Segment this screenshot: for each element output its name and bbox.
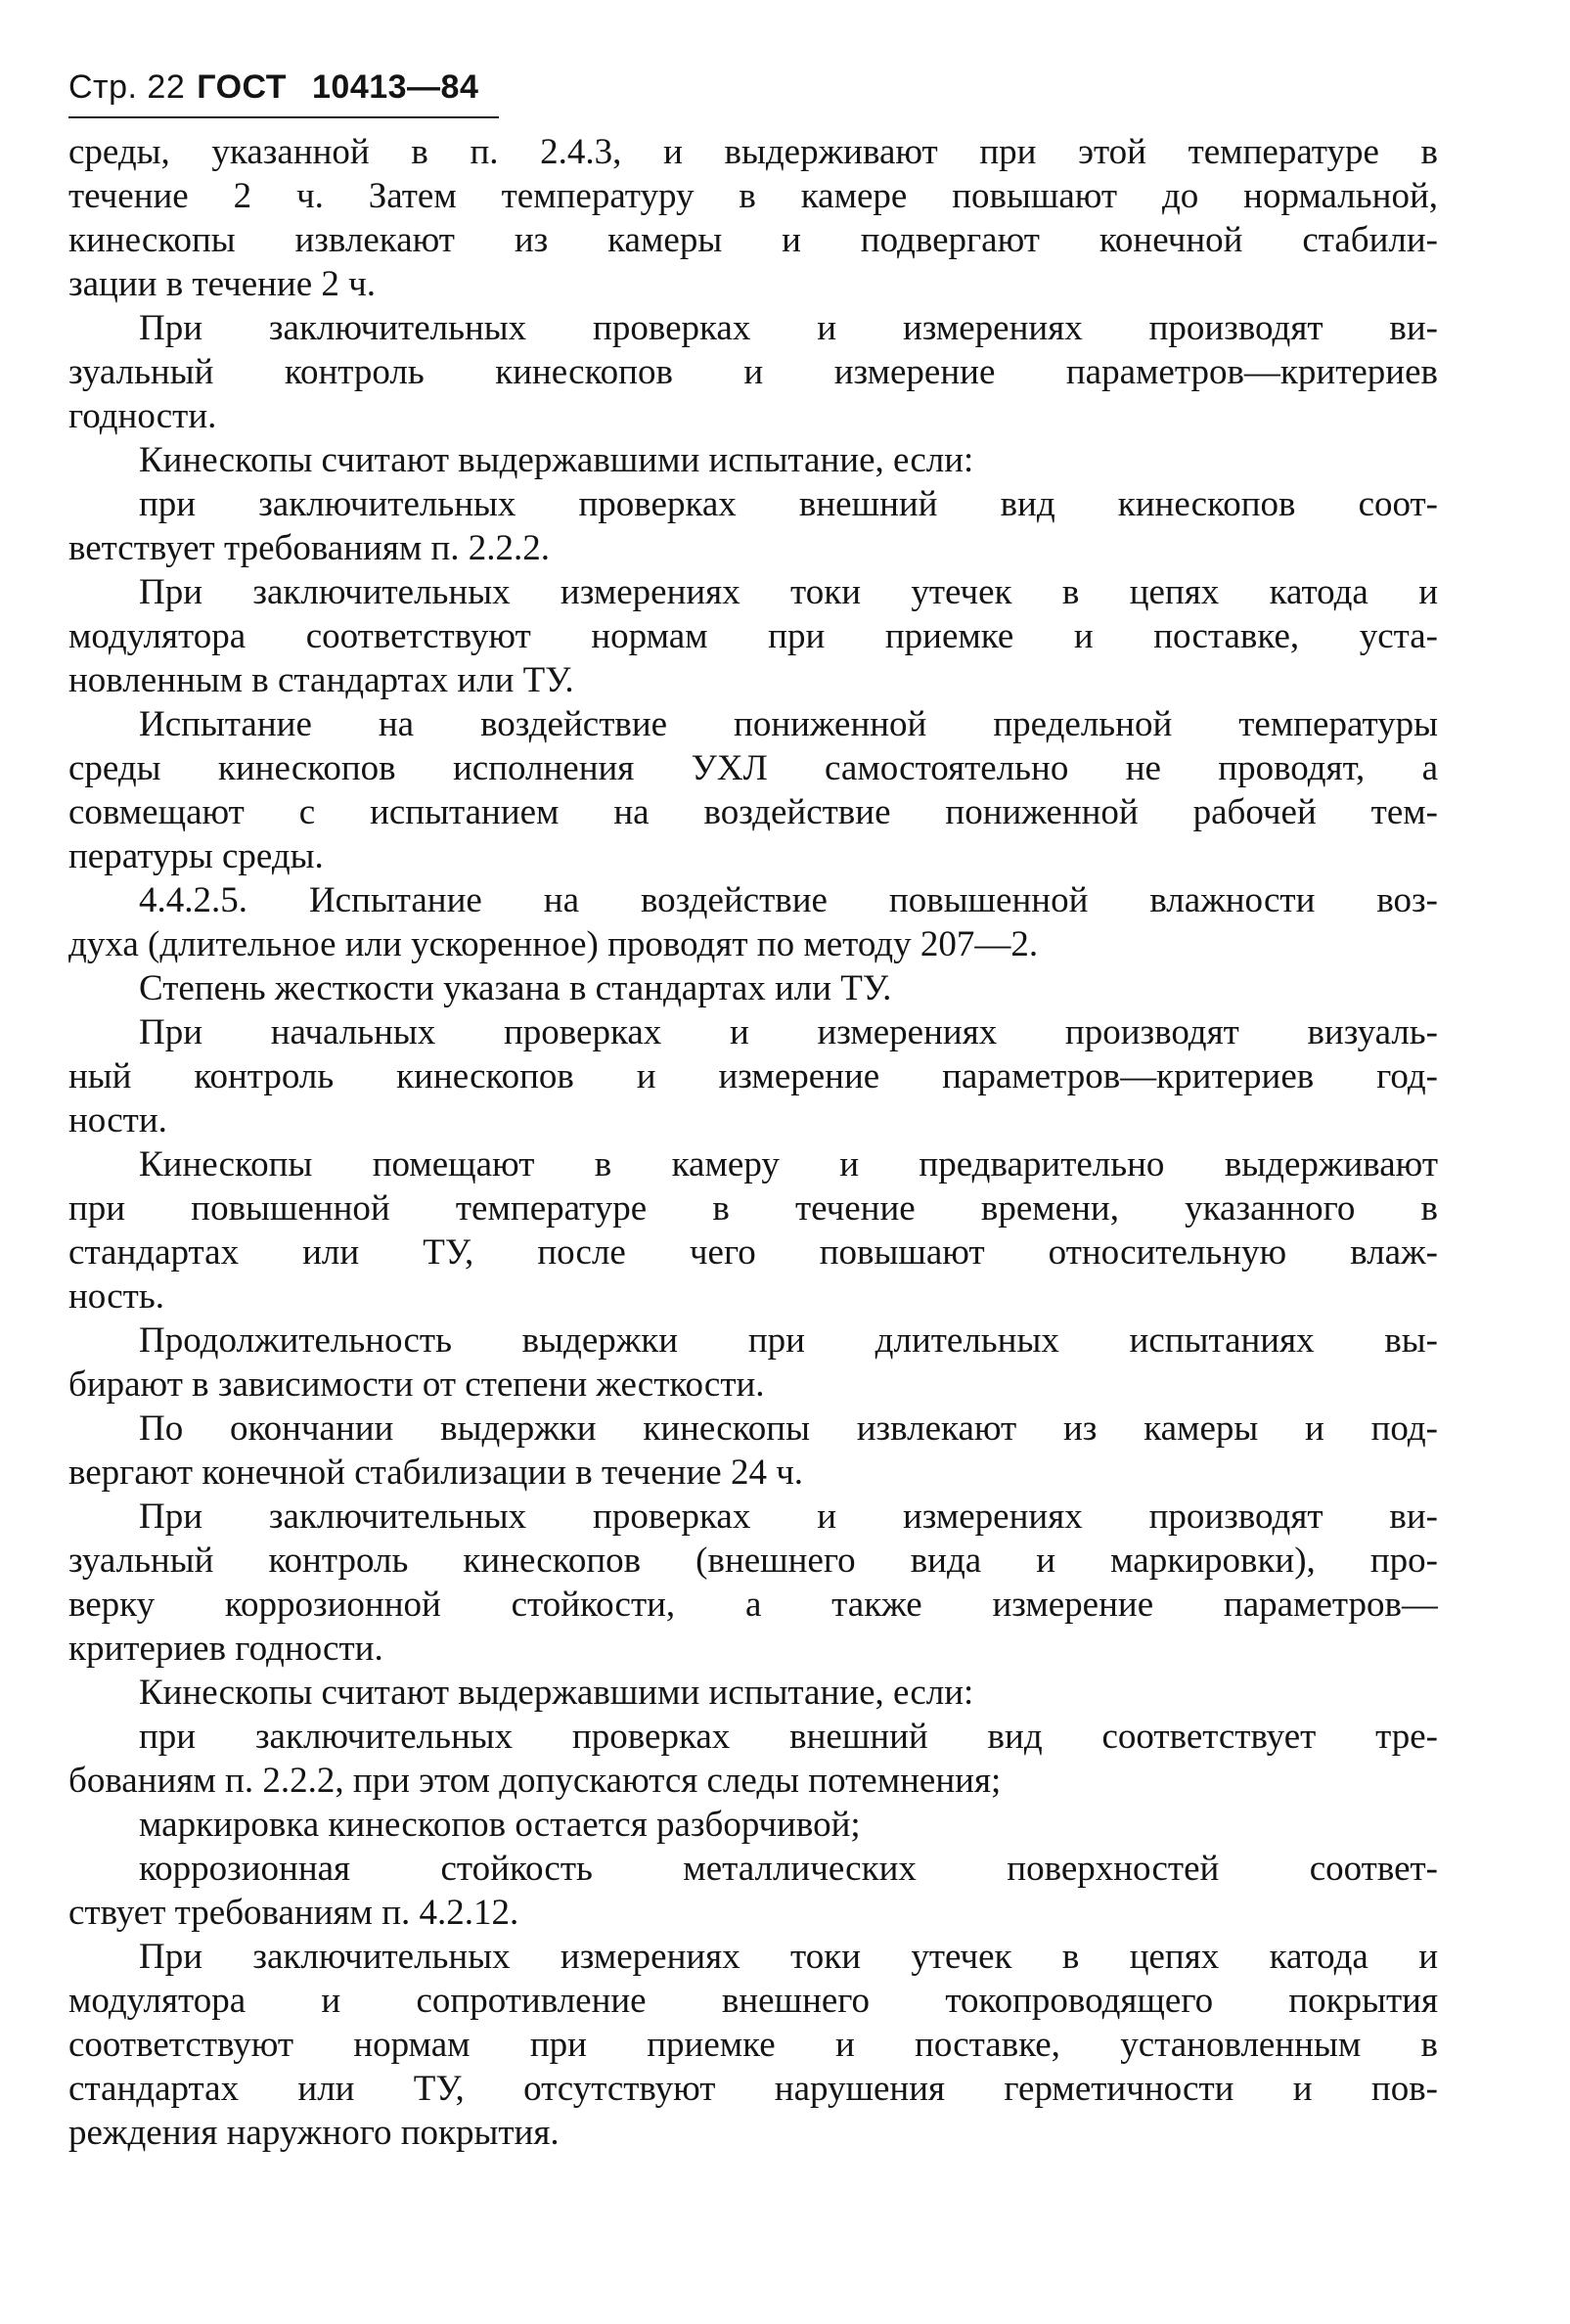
text-line: ности. bbox=[68, 1100, 167, 1140]
standard-label: ГОСТ bbox=[197, 68, 287, 106]
text-line: Степень жесткости указана в стандартах или ТУ. bbox=[139, 968, 892, 1008]
text-line: новленным в стандартах или ТУ. bbox=[68, 660, 574, 700]
text-line: совмещают с испытанием на воздействие пониженной рабочей тем- bbox=[68, 792, 1438, 832]
text-line: вергают конечной стабилизации в течение 24 ч. bbox=[68, 1452, 804, 1493]
text-line: При заключительных измерениях токи утечек в цепях катода и bbox=[139, 572, 1438, 612]
text-line: Продолжительность выдержки при длительных испытаниях вы- bbox=[139, 1320, 1438, 1361]
text-line: ствует требованиям п. 4.2.12. bbox=[68, 1893, 519, 1933]
text-line: Кинескопы считают выдержавшими испытание, если: bbox=[139, 440, 974, 480]
text-line: стандартах или ТУ, отсутствуют нарушения герметичности и пов- bbox=[68, 2069, 1438, 2109]
text-line: Кинескопы считают выдержавшими испытание, если: bbox=[139, 1673, 974, 1713]
text-line: бирают в зависимости от степени жесткости. bbox=[68, 1364, 765, 1405]
text-line: среды, указанной в п. 2.4.3, и выдерживают при этой температуре в bbox=[68, 132, 1438, 172]
text-line: пературы среды. bbox=[68, 836, 324, 876]
text-line: По окончании выдержки кинескопы извлекают из камеры и под- bbox=[139, 1408, 1438, 1449]
text-line: кинескопы извлекают из камеры и подвергают конечной стабили- bbox=[68, 220, 1438, 260]
standard-number: 10413—84 bbox=[312, 68, 479, 106]
text-line: ный контроль кинескопов и измерение параметров—критериев год- bbox=[68, 1056, 1438, 1096]
text-line: коррозионная стойкость металлических поверхностей соответ- bbox=[139, 1849, 1438, 1889]
text-line: При заключительных измерениях токи утечек в цепях катода и bbox=[139, 1937, 1438, 1977]
text-line: при заключительных проверках внешний вид кинескопов соот- bbox=[139, 484, 1438, 524]
text-line: верку коррозионной стойкости, а также измерение параметров— bbox=[68, 1585, 1438, 1625]
text-line: зуальный контроль кинескопов (внешнего вида и маркировки), про- bbox=[68, 1541, 1438, 1581]
page-number: Стр. 22 bbox=[68, 68, 186, 106]
text-line: среды кинескопов исполнения УХЛ самостоятельно не проводят, а bbox=[68, 748, 1438, 788]
text-line: маркировка кинескопов остается разборчивой; bbox=[139, 1805, 861, 1845]
text-line: модулятора и сопротивление внешнего токопроводящего покрытия bbox=[68, 1981, 1438, 2021]
text-line: течение 2 ч. Затем температуру в камере повышают до нормальной, bbox=[68, 176, 1438, 216]
text-line: модулятора соответствуют нормам при приемке и поставке, уста- bbox=[68, 616, 1438, 656]
text-line: Испытание на воздействие пониженной предельной температуры bbox=[139, 704, 1438, 744]
text-line: критериев годности. bbox=[68, 1629, 383, 1669]
text-line: соответствуют нормам при приемке и поставке, установленным в bbox=[68, 2025, 1438, 2065]
text-line: годности. bbox=[68, 396, 217, 436]
text-line: при заключительных проверках внешний вид соответствует тре- bbox=[139, 1717, 1438, 1757]
page-header bbox=[68, 68, 499, 118]
text-line: 4.4.2.5. Испытание на воздействие повышенной влажности воз- bbox=[139, 880, 1438, 920]
text-line: При заключительных проверках и измерениях производят ви- bbox=[139, 308, 1438, 348]
text-line: зации в течение 2 ч. bbox=[68, 264, 376, 304]
text-line: ветствует требованиям п. 2.2.2. bbox=[68, 528, 551, 568]
text-line: бованиям п. 2.2.2, при этом допускаются следы потемнения; bbox=[68, 1761, 1002, 1801]
text-line: зуальный контроль кинескопов и измерение параметров—критериев bbox=[68, 352, 1438, 392]
text-line: Кинескопы помещают в камеру и предварительно выдерживают bbox=[139, 1144, 1438, 1184]
text-line: стандартах или ТУ, после чего повышают относительную влаж- bbox=[68, 1232, 1438, 1273]
text-line: При заключительных проверках и измерениях производят ви- bbox=[139, 1497, 1438, 1537]
text-line: духа (длительное или ускоренное) проводят по методу 207—2. bbox=[68, 924, 1039, 964]
text-line: ность. bbox=[68, 1276, 164, 1317]
text-line: при повышенной температуре в течение времени, указанного в bbox=[68, 1188, 1438, 1229]
text-line: реждения наружного покрытия. bbox=[68, 2113, 560, 2153]
document-page bbox=[68, 68, 1438, 2155]
text-line: При начальных проверках и измерениях производят визуаль- bbox=[139, 1012, 1438, 1052]
body-text bbox=[68, 130, 1438, 2155]
